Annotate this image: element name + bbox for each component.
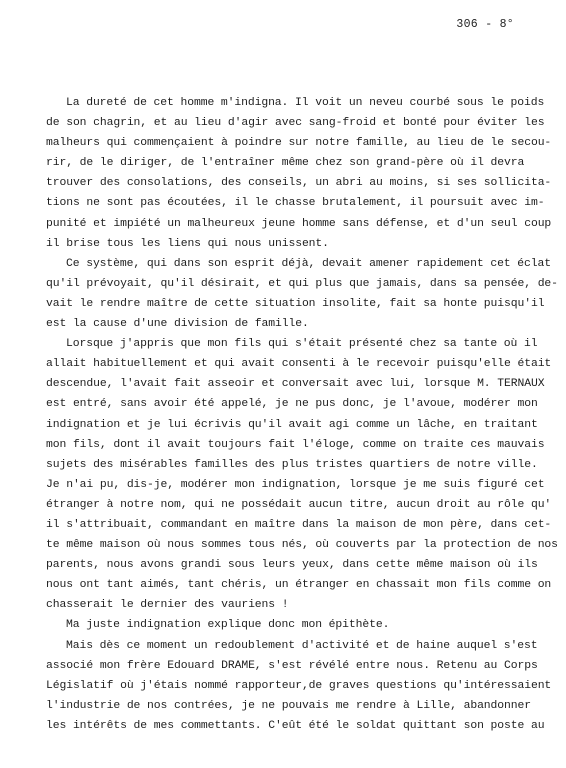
- text-line: est entré, sans avoir été appelé, je ne pus donc, je l'avoue, modérer mon: [46, 398, 538, 411]
- text-line: nous ont tant aimés, tant chéris, un étranger en chassait mon fils comme on: [46, 579, 552, 592]
- text-line: Législatif où j'étais nommé rapporteur,de graves questions qu'intéressaient: [46, 679, 552, 692]
- text-line: tions ne sont pas écoutées, il le chasse brutalement, il poursuit avec im-: [46, 197, 545, 210]
- text-line: qu'il prévoyait, qu'il désirait, et qui plus que jamais, dans sa pensée, de-: [46, 277, 558, 290]
- text-line: il brise tous les liens qui nous unissent.: [46, 237, 329, 250]
- text-line: les intérêts de mes commettants. C'eût été le soldat quittant son poste au: [46, 719, 545, 732]
- text-line: est la cause d'une division de famille.: [46, 318, 309, 331]
- text-line: Ma juste indignation explique donc mon épithète.: [66, 619, 390, 632]
- text-line: étranger à notre nom, qui ne possédait aucun titre, aucun droit au rôle qu': [46, 498, 552, 511]
- text-line: sujets des misérables familles des plus tristes quartiers de notre ville.: [46, 458, 538, 471]
- text-line: mon fils, dont il avait toujours fait l'éloge, comme on traite ces mauvais: [46, 438, 545, 451]
- text-line: associé mon frère Edouard DRAME, s'est révélé entre nous. Retenu au Corps: [46, 659, 538, 672]
- text-line: malheurs qui commençaient à poindre sur notre famille, au lieu de le secou-: [46, 137, 552, 150]
- page-number: 306 - 8°: [456, 18, 514, 31]
- document-body: [46, 93, 558, 736]
- text-line: de son chagrin, et au lieu d'agir avec sang-froid et bonté pour éviter les: [46, 117, 545, 130]
- text-line: chasserait le dernier des vauriens !: [46, 599, 289, 612]
- text-line: Ce système, qui dans son esprit déjà, devait amener rapidement cet éclat: [66, 257, 551, 270]
- text-line: te même maison où nous sommes tous nés, où couverts par la protection de nos: [46, 539, 558, 552]
- text-line: Mais dès ce moment un redoublement d'activité et de haine auquel s'est: [66, 639, 538, 652]
- text-line: La dureté de cet homme m'indigna. Il voit un neveu courbé sous le poids: [66, 97, 545, 109]
- text-line: indignation et je lui écrivis qu'il avait agi comme un lâche, en traitant: [46, 418, 538, 431]
- text-line: descendue, l'avait fait asseoir et conversait avec lui, lorsque M. TERNAUX: [46, 378, 545, 391]
- text-line: Je n'ai pu, dis-je, modérer mon indignation, lorsque je me suis figuré cet: [46, 478, 545, 491]
- text-line: il s'attribuait, commandant en maître dans la maison de mon père, dans cet-: [46, 518, 552, 531]
- text-line: rir, de le diriger, de l'entraîner même chez son grand-père où il devra: [46, 157, 525, 170]
- text-line: parents, nous avons grandi sous leurs yeux, dans cette même maison où ils: [46, 559, 538, 572]
- text-line: Lorsque j'appris que mon fils qui s'était présenté chez sa tante où il: [66, 338, 538, 351]
- text-line: allait habituellement et qui avait consenti à le recevoir puisqu'elle était: [46, 358, 552, 371]
- text-line: punité et impiété un malheureux jeune homme sans défense, et d'un seul coup: [46, 217, 552, 230]
- text-line: l'industrie de nos contrées, je ne pouvais me rendre à Lille, abandonner: [46, 699, 531, 712]
- text-line: trouver des consolations, des conseils, un abri au moins, si ses sollicita-: [46, 177, 552, 190]
- text-line: vait le rendre maître de cette situation insolite, fait sa honte puisqu'il: [46, 297, 545, 310]
